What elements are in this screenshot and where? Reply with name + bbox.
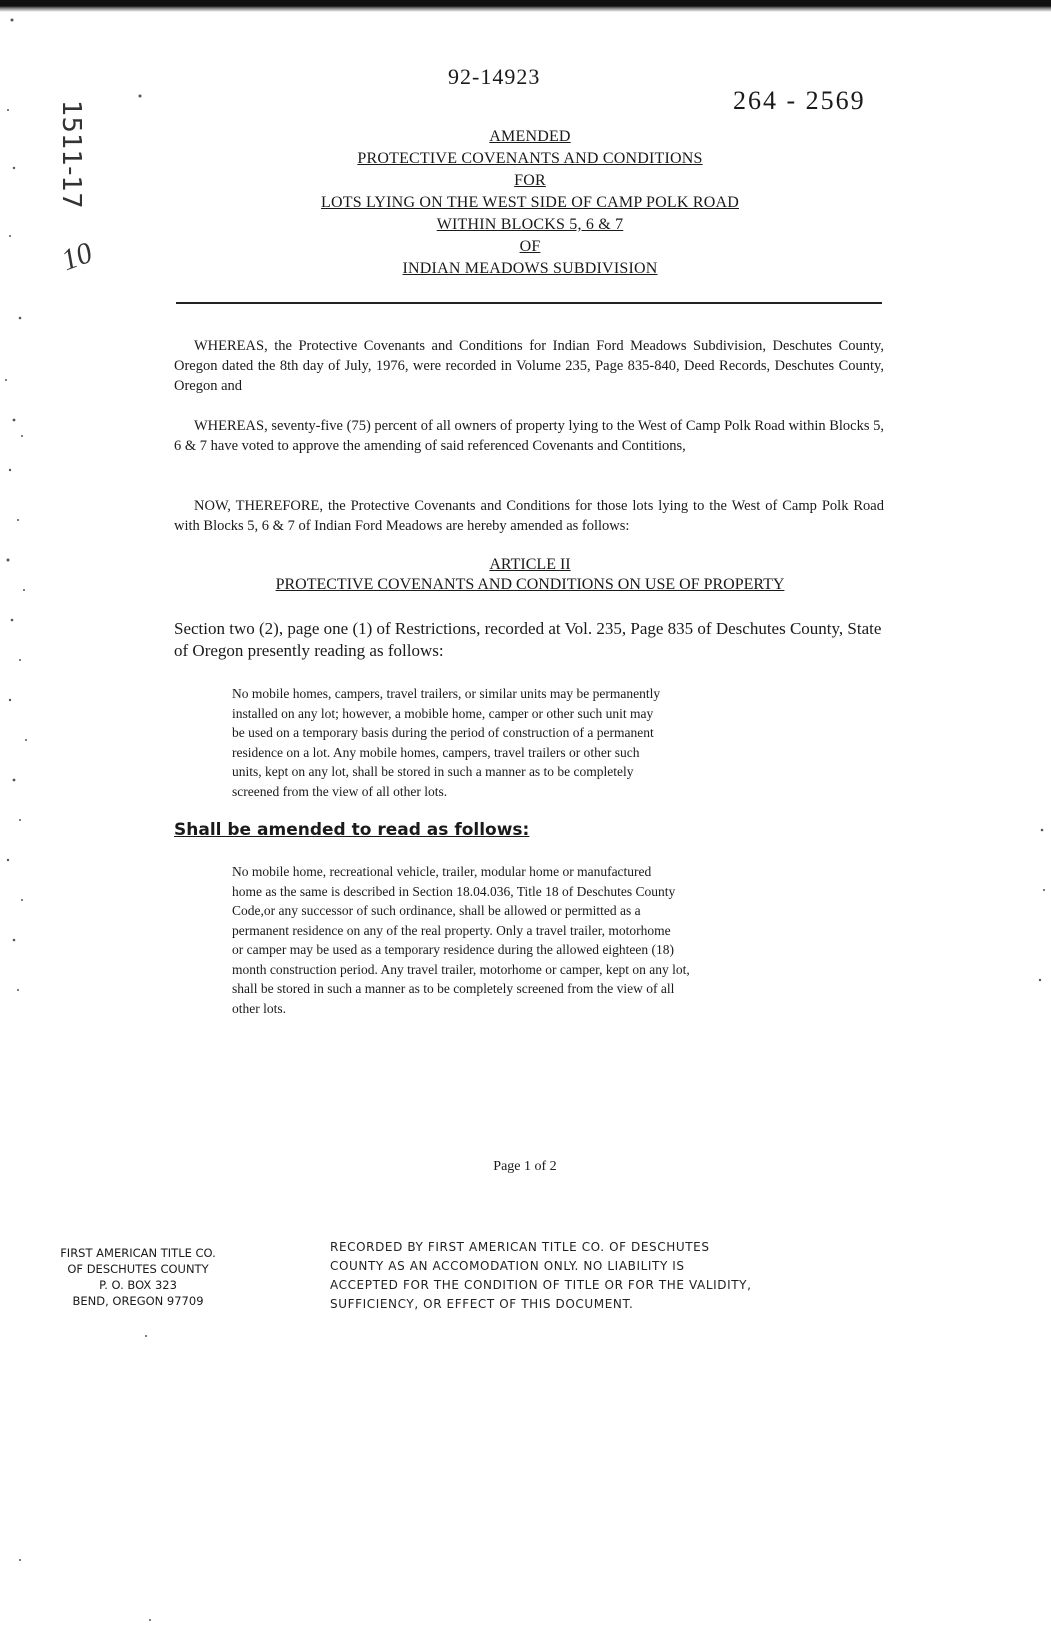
article-title: ARTICLE II bbox=[489, 556, 571, 573]
title-company-block bbox=[48, 1245, 228, 1309]
title-line: INDIAN MEADOWS SUBDIVISION bbox=[402, 260, 658, 277]
page-number: Page 1 of 2 bbox=[493, 1159, 557, 1174]
margin-handwritten-initial: 10 bbox=[57, 235, 97, 278]
title-divider bbox=[176, 302, 882, 304]
document-title bbox=[260, 126, 800, 280]
company-line: OF DESCHUTES COUNTY bbox=[67, 1262, 209, 1276]
title-line: PROTECTIVE COVENANTS AND CONDITIONS bbox=[357, 150, 703, 167]
whereas-paragraph-2: WHEREAS, seventy-five (75) percent of all owners of property lying to the West of Camp Polk Road within Blocks 5, 6 & 7 have voted to approve the amending of said referenced Covenants and Contitions, bbox=[174, 418, 885, 454]
amended-restriction-text: No mobile home, recreational vehicle, trailer, modular home or manufactured home as the same is described in Section 18.04.036, Title 18 of Deschutes County Code,or any successor of such ordinance, shall be allowed or permitted as a permanent residence on any of the real property. Only a travel trailer, motorhome or camper may be used as a temporary residence during the allowed eighteen (18) month construction period. Any travel trailer, motorhome or camper, kept on any lot, shall be stored in such a manner as to be completely screened from the view of all other lots. bbox=[232, 864, 690, 1016]
scan-top-edge bbox=[0, 0, 1051, 12]
section-intro: Section two (2), page one (1) of Restrictions, recorded at Vol. 235, Page 835 of Deschutes County, State of Oregon presently reading as follows: bbox=[174, 619, 882, 660]
whereas-paragraph-1: WHEREAS, the Protective Covenants and Conditions for Indian Ford Meadows Subdivision, Deschutes County, Oregon dated the 8th day of July, 1976, were recorded in Volume 235, Page 835-840, Deed Records, Deschutes County, Oregon and bbox=[174, 338, 884, 394]
article-heading bbox=[260, 555, 800, 595]
company-line: FIRST AMERICAN TITLE CO. bbox=[60, 1246, 216, 1260]
title-line: FOR bbox=[514, 172, 546, 189]
original-restriction-text: No mobile homes, campers, travel trailers, or similar units may be permanently installed on any lot; however, a mobible home, camper or other such unit may be used on a temporary basis during the period of construction of a permanent residence on a lot. Any mobile homes, campers, travel trailers or other such units, kept on any lot, shall be stored in such a manner as to be completely screened from the view of all other lots. bbox=[232, 686, 661, 799]
document-number: 92-14923 bbox=[448, 64, 541, 89]
title-line: AMENDED bbox=[489, 128, 571, 145]
margin-handwritten-note: 1511-17 bbox=[56, 100, 86, 209]
article-subtitle: PROTECTIVE COVENANTS AND CONDITIONS ON USE OF PROPERTY bbox=[275, 576, 785, 593]
title-line: WITHIN BLOCKS 5, 6 & 7 bbox=[436, 216, 624, 233]
company-line: P. O. BOX 323 bbox=[99, 1278, 177, 1292]
company-line: BEND, OREGON 97709 bbox=[72, 1294, 204, 1308]
book-page-reference: 264 - 2569 bbox=[733, 86, 866, 115]
title-line: OF bbox=[519, 238, 541, 255]
recording-disclaimer: RECORDED BY FIRST AMERICAN TITLE CO. OF DESCHUTES COUNTY AS AN ACCOMODATION ONLY. NO LIABILITY IS ACCEPTED FOR THE CONDITION OF TITLE OR FOR THE VALIDITY, SUFFICIENCY, OR EFFECT OF THIS DOCUMENT. bbox=[330, 1240, 752, 1311]
therefore-paragraph: NOW, THEREFORE, the Protective Covenants and Conditions for those lots lying to the West of Camp Polk Road with Blocks 5, 6 & 7 of Indian Ford Meadows are hereby amended as follows: bbox=[174, 498, 884, 534]
title-line: LOTS LYING ON THE WEST SIDE OF CAMP POLK ROAD bbox=[321, 194, 739, 211]
amendment-heading: Shall be amended to read as follows: bbox=[174, 820, 530, 840]
